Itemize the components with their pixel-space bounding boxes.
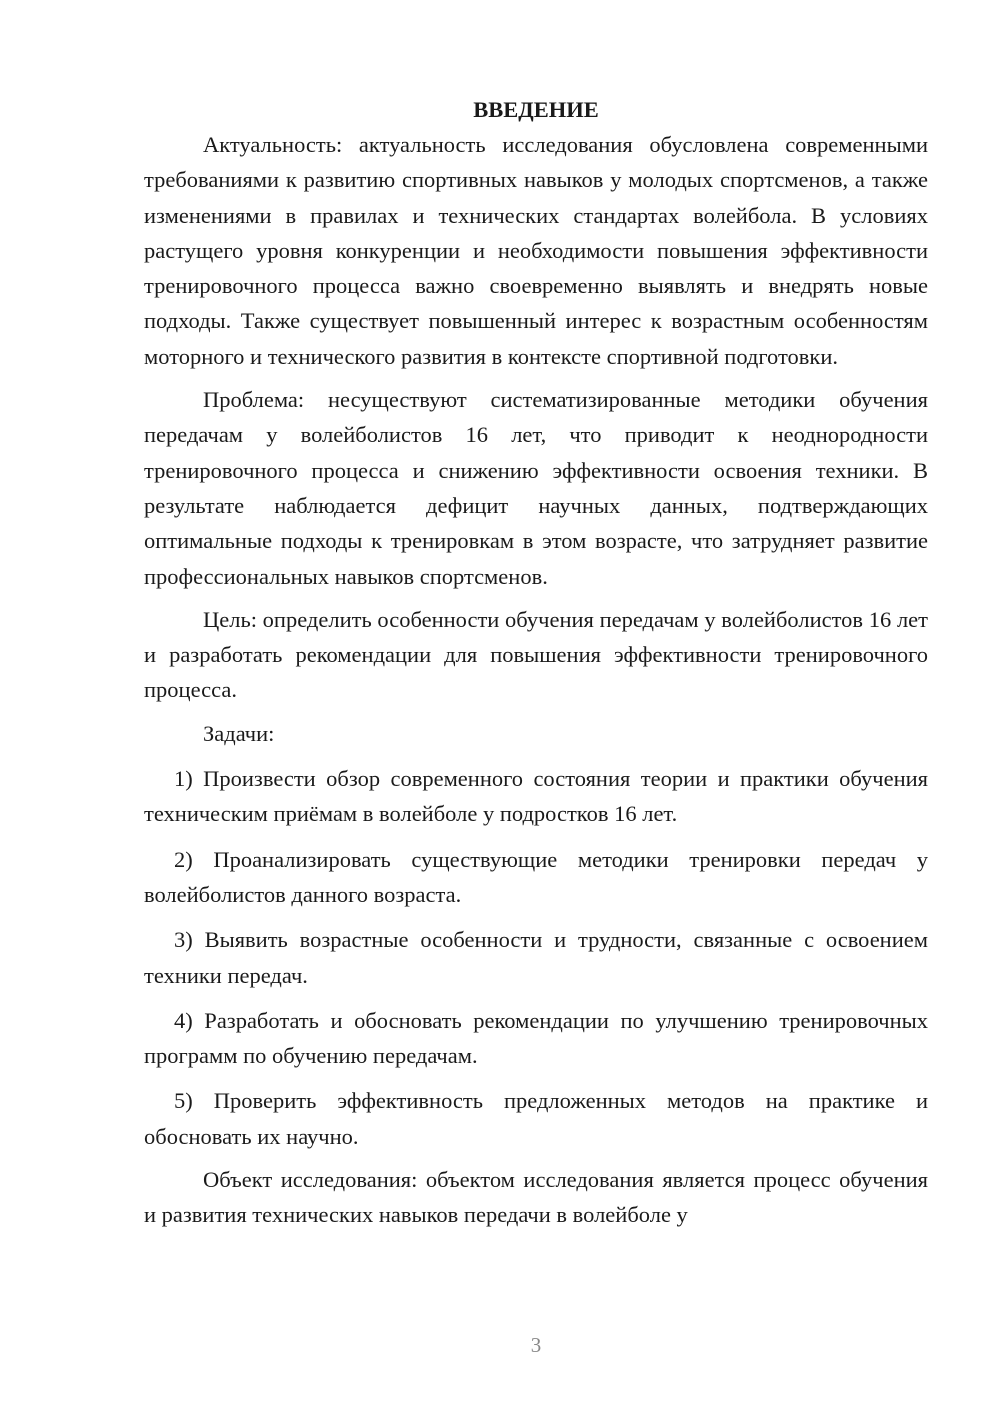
task-item-5: 5) Проверить эффективность предложенных методов на практике и обосновать их научно. (144, 1088, 928, 1149)
task-item-2: 2) Проанализировать существующие методики тренировки передач у волейболистов данного возраста. (144, 846, 928, 907)
goal-paragraph: Цель: определить особенности обучения передачам у волейболистов 16 лет и разработать рекомендации для повышения эффективности тренировочного процесса. (144, 606, 928, 703)
task-item-4: 4) Разработать и обосновать рекомендации по улучшению тренировочных программ по обучению передачам. (144, 1007, 928, 1069)
section-heading: ВВЕДЕНИЕ (473, 97, 599, 122)
relevance-paragraph: Актуальность: актуальность исследования обусловлена современными требованиями к развитию спортивных навыков у молодых спортсменов, а также изменениями в правилах и технических стандартах волейбола. В условиях растущего уровня конкуренции и необходимости повышения эффективности тренировочного процесса важно своевременно выявлять и внедрять новые подходы. Также существует повышенный интерес к возрастным особенностям моторного и технического развития в контексте спортивной подготовки. (144, 132, 928, 369)
task-item-1: 1) Произвести обзор современного состояния теории и практики обучения техническим приёмам в волейболе у подростков 16 лет. (144, 766, 928, 827)
problem-paragraph: Проблема: несуществуют систематизированные методики обучения передачам у волейболистов 16 лет, что приводит к неоднородности тренировочного процесса и снижению эффективности освоения техники. В результате наблюдается дефицит научных данных, подтверждающих оптимальные подходы к тренировкам в этом возрасте, что затрудняет развитие профессиональных навыков спортсменов. (144, 387, 928, 589)
object-paragraph: Объект исследования: объектом исследования является процесс обучения и развития технических навыков передачи в волейболе у (144, 1167, 928, 1228)
page-content (144, 92, 928, 1233)
task-item-3: 3) Выявить возрастные особенности и трудности, связанные с освоением техники передач. (144, 927, 928, 988)
tasks-label: Задачи: (203, 720, 275, 746)
page-number: 3 (530, 1333, 542, 1357)
